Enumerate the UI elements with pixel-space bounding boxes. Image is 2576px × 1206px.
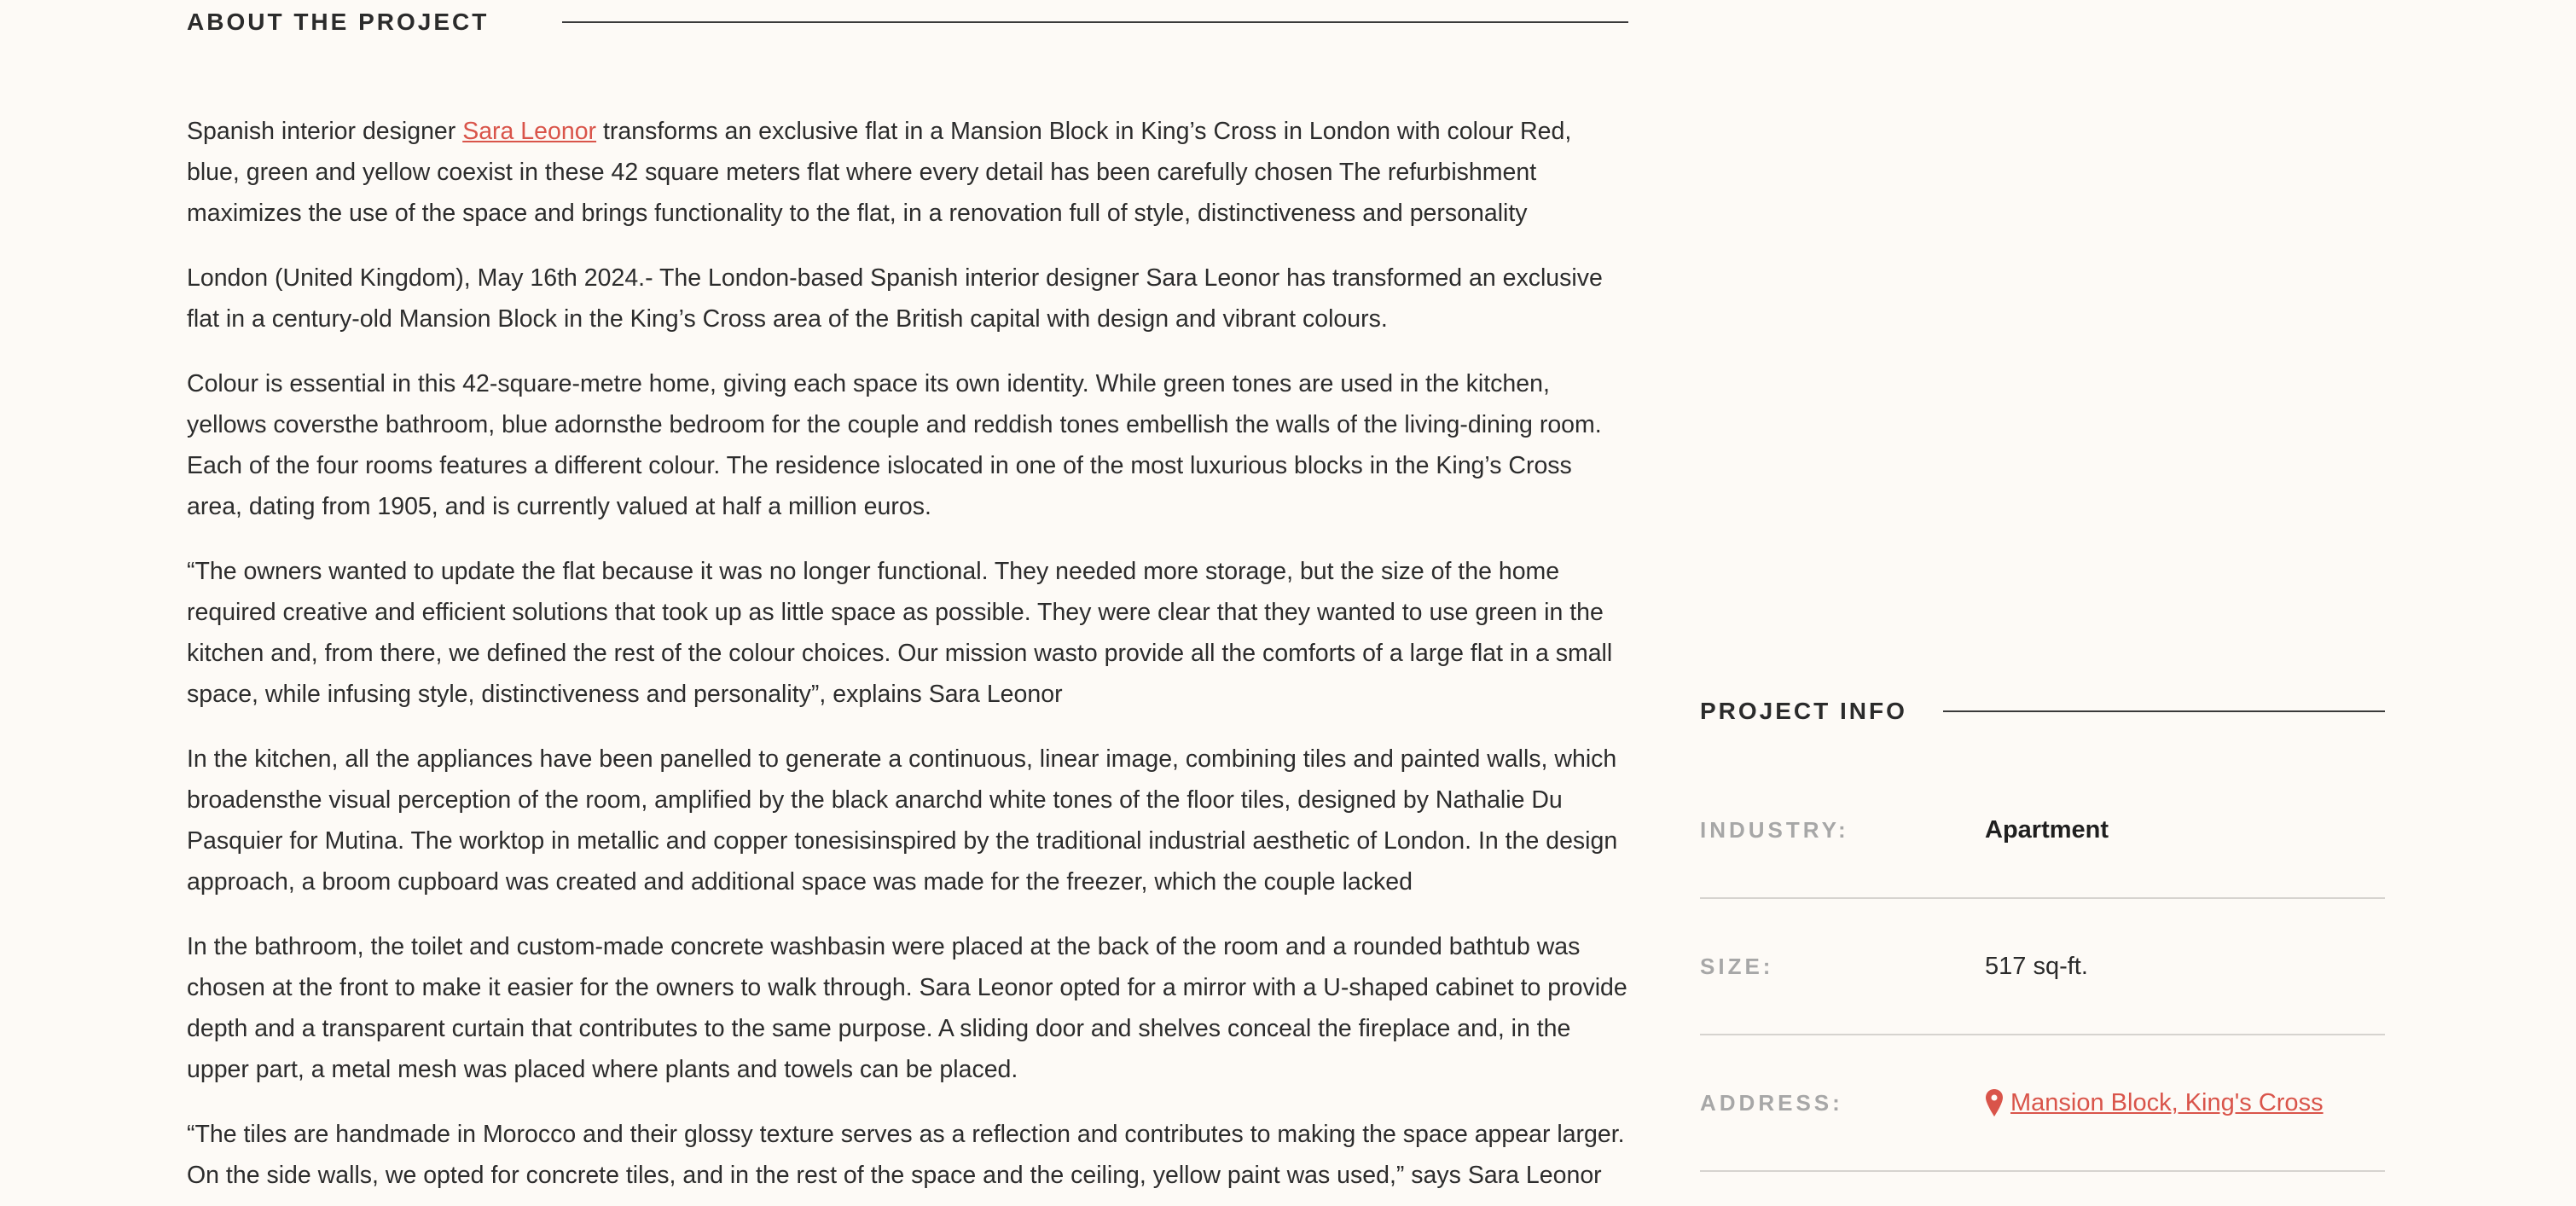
about-title: ABOUT THE PROJECT [187, 9, 490, 35]
address-value [1985, 1088, 2324, 1117]
industry-value: Apartment [1985, 815, 2109, 844]
about-divider [562, 21, 1628, 23]
info-row-industry [1700, 762, 2385, 899]
address-link[interactable]: Mansion Block, King's Cross [2010, 1088, 2324, 1116]
project-info-header [1700, 689, 2385, 733]
about-section [187, 0, 1628, 1206]
paragraph-7: “The tiles are handmade in Morocco and their glossy texture serves as a reflection and contributes to making the space appear larger. On the side walls, we opted for concrete tiles, and in the rest of the space and the ceiling, yellow paint was used,” says Sara Leonor [187, 1121, 1625, 1189]
paragraph-5: In the kitchen, all the appliances have been panelled to generate a continuous, linear image, combining tiles and painted walls, which broadensthe visual perception of the room, amplified by the black anarchd white tones of the floor tiles, designed by Nathalie Du Pasquier for Mutina. The worktop in metallic and copper tonesisinspired by the traditional industrial aesthetic of London. In the design approach, a broom cupboard was created and additional space was made for the freezer, which the couple lacked [187, 745, 1618, 896]
paragraph-1-intro: Spanish interior designer [187, 118, 463, 145]
address-label: ADDRESS: [1700, 1089, 1843, 1116]
info-row-size [1700, 899, 2385, 1035]
size-label: SIZE: [1700, 953, 1774, 979]
project-info-title: PROJECT INFO [1700, 698, 1907, 724]
project-info-divider [1943, 710, 2385, 712]
size-value: 517 sq-ft. [1985, 952, 2088, 980]
paragraph-2: London (United Kingdom), May 16th 2024.- The London-based Spanish interior designer Sara Leonor has transformed an exclusive flat in a century-old Mansion Block in the King’s Cross area of the British capital with design and vibrant colours. [187, 264, 1603, 333]
info-row-address [1700, 1035, 2385, 1172]
paragraph-1-rest: transforms an exclusive flat in a Mansion Block in King’s Cross in London with colour Red, blue, green and yellow coexist in these 42 square meters flat where every detail has been carefully chosen The refurbishment maximizes the use of the space and brings functionality to the flat, in a renovation full of style, distinctiveness and personality [187, 118, 1572, 227]
about-body [187, 111, 1628, 1196]
paragraph-6: In the bathroom, the toilet and custom-made concrete washbasin were placed at the back of the room and a rounded bathtub was chosen at the front to make it easier for the owners to walk through. Sara Leonor opted for a mirror with a U-shaped cabinet to provide depth and a transparent curtain that contributes to the same purpose. A sliding door and shelves conceal the fireplace and, in the upper part, a metal mesh was placed where plants and towels can be placed. [187, 933, 1627, 1083]
industry-label: INDUSTRY: [1700, 816, 1849, 843]
paragraph-1 [187, 111, 1628, 234]
project-info-list [1700, 762, 2385, 1172]
map-pin-icon [1985, 1088, 2004, 1117]
designer-link[interactable]: Sara Leonor [462, 118, 597, 145]
paragraph-4: “The owners wanted to update the flat because it was no longer functional. They needed more storage, but the size of the home required creative and efficient solutions that took up as little space as possible. They were clear that they wanted to use green in the kitchen and, from there, we defined the rest of the colour choices. Our mission wasto provide all the comforts of a large flat in a small space, while infusing style, distinctiveness and personality”, explains Sara Leonor [187, 558, 1613, 708]
about-header [187, 0, 1628, 44]
paragraph-3: Colour is essential in this 42-square-metre home, giving each space its own identity. While green tones are used in the kitchen, yellows coversthe bathroom, blue adornsthe bedroom for the couple and reddish tones embellish the walls of the living-dining room. Each of the four rooms features a different colour. The residence islocated in one of the most luxurious blocks in the King’s Cross area, dating from 1905, and is currently valued at half a million euros. [187, 370, 1602, 520]
